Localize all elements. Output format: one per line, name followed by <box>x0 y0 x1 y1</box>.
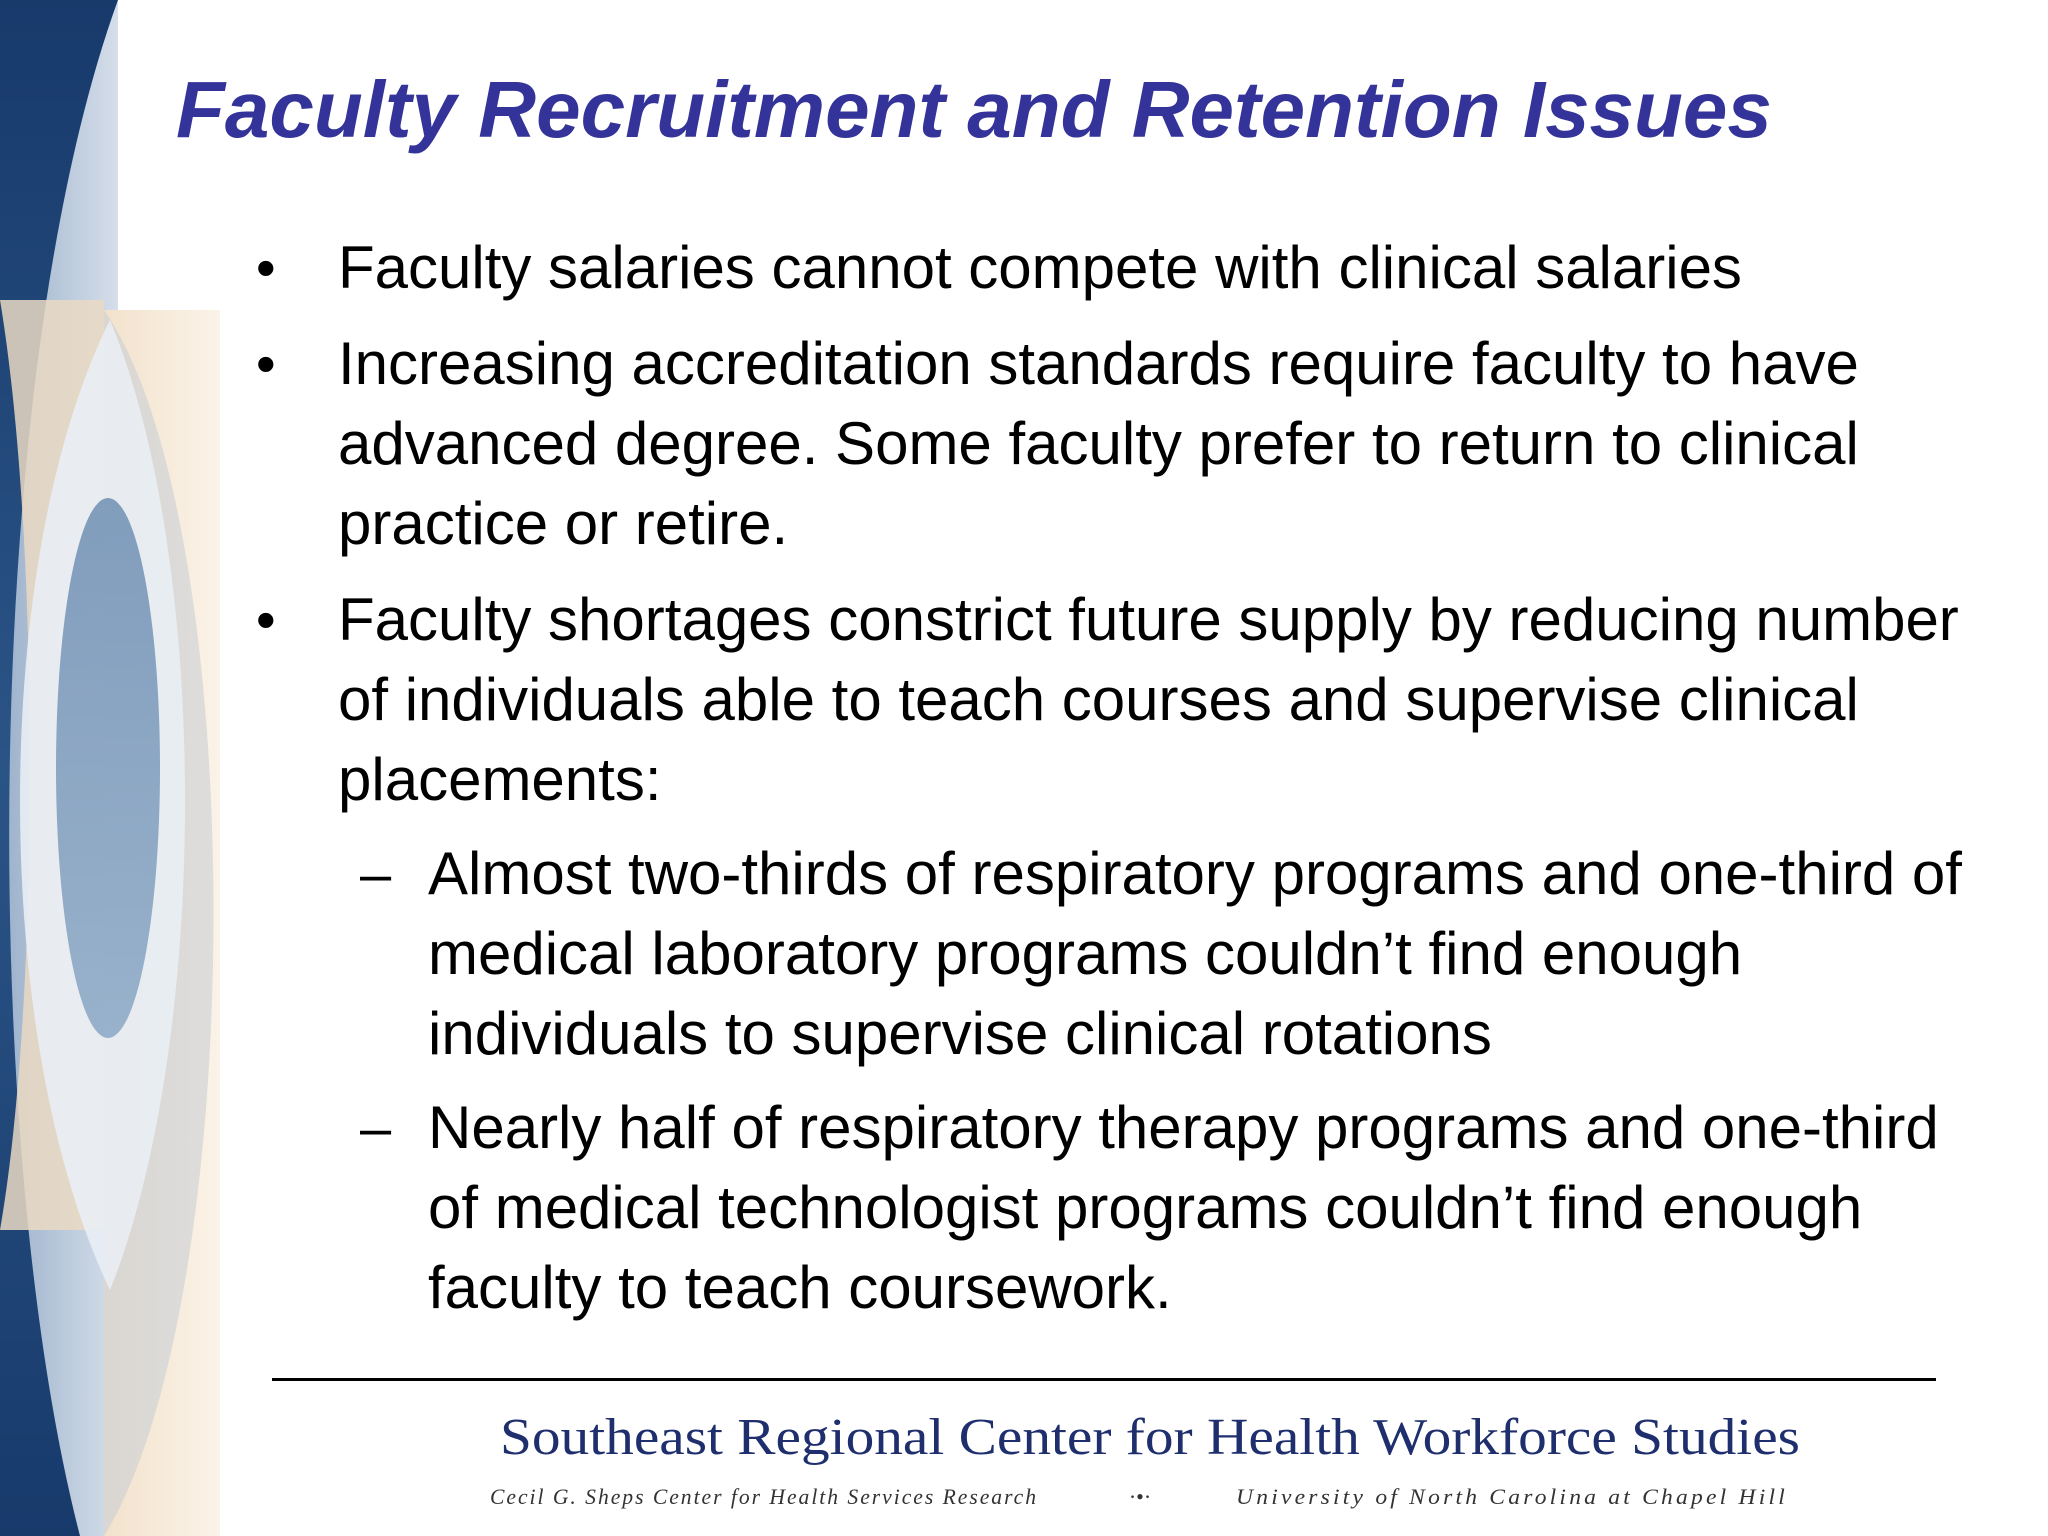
bullet-item: Faculty shortages constrict future supply by reducing number of individuals able to teach courses and supervise clinical placements: <box>338 586 1959 813</box>
footer-right-subtitle: University of North Carolina at Chapel Hill <box>1236 1484 1788 1509</box>
footer-logo <box>490 1392 1810 1522</box>
bullet-item: Increasing accreditation standards require faculty to have advanced degree. Some faculty prefer to return to clinical practice or retire. <box>338 330 1859 557</box>
footer-org-name: Southeast Regional Center for Health Workforce Studies <box>500 1409 1800 1466</box>
sub-bullet-item: Nearly half of respiratory therapy programs and one-third of medical technologist programs couldn’t find enough faculty to teach coursework. <box>428 1094 1939 1321</box>
footer-left-subtitle: Cecil G. Sheps Center for Health Services Research <box>490 1484 1038 1509</box>
bullet-item: Faculty salaries cannot compete with clinical salaries <box>338 234 1742 301</box>
bullet-marker: • <box>256 588 276 651</box>
sub-bullet-item: Almost two-thirds of respiratory programs and one-third of medical laboratory programs couldn’t find enough individuals to supervise clinical rotations <box>428 840 1962 1067</box>
sub-bullet-marker: – <box>360 1096 392 1159</box>
slide-title: Faculty Recruitment and Retention Issues <box>176 65 1772 154</box>
sub-bullet-marker: – <box>360 842 392 905</box>
bullet-marker: • <box>256 332 276 395</box>
footer-separator: ·•· <box>1128 1484 1152 1509</box>
bullet-marker: • <box>256 236 276 299</box>
footer-divider <box>272 1378 1936 1381</box>
